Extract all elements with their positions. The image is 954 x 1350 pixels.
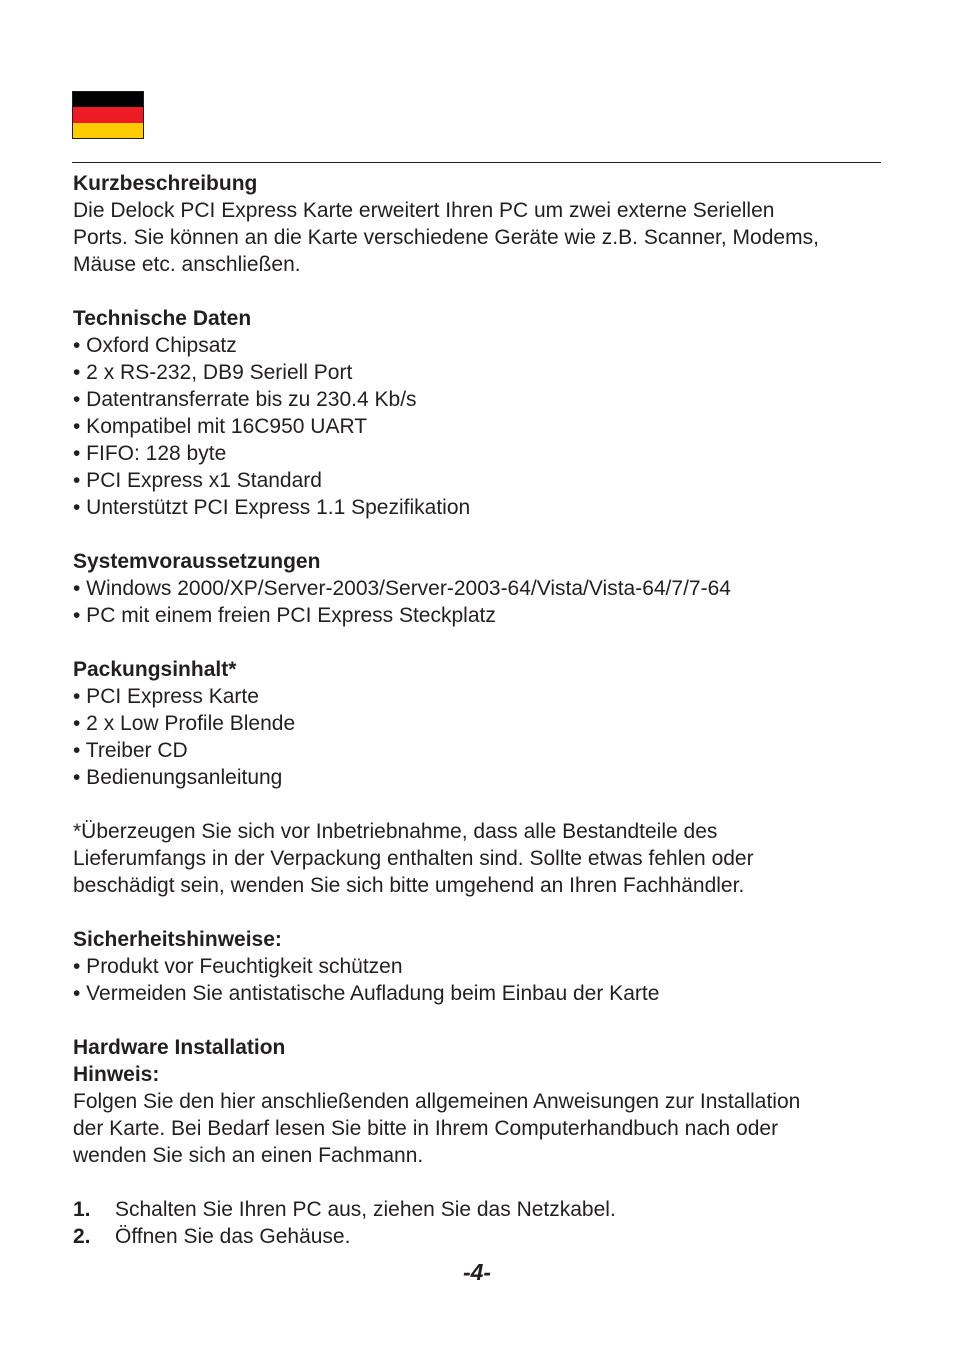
section-packungsinhalt	[73, 656, 881, 791]
list-item: • Unterstützt PCI Express 1.1 Spezifikation	[73, 496, 471, 519]
section-heading: Sicherheitshinweise:	[73, 928, 282, 951]
flag-stripe-black	[73, 92, 143, 107]
page-number: -4-	[462, 1259, 492, 1285]
step-number: 1.	[73, 1198, 91, 1221]
list-item: • Bedienungsanleitung	[73, 766, 283, 789]
list-item: • Windows 2000/XP/Server-2003/Server-2003-64/Vista/Vista-64/7/7-64	[73, 577, 731, 600]
section-heading: Kurzbeschreibung	[73, 172, 258, 195]
section-sicherheitshinweise	[73, 926, 881, 1007]
list-item: • Vermeiden Sie antistatische Aufladung beim Einbau der Karte	[73, 982, 660, 1005]
page-content	[73, 170, 881, 1250]
paragraph-line: Die Delock PCI Express Karte erweitert Ihren PC um zwei externe Seriellen	[73, 199, 775, 222]
list-item: • Oxford Chipsatz	[73, 334, 237, 357]
section-heading: Technische Daten	[73, 307, 252, 330]
list-item: • Produkt vor Feuchtigkeit schützen	[73, 955, 403, 978]
paragraph-line: Lieferumfangs in der Verpackung enthalten sind. Sollte etwas fehlen oder	[73, 847, 754, 870]
section-heading: Packungsinhalt*	[73, 658, 237, 681]
list-item: • 2 x RS-232, DB9 Seriell Port	[73, 361, 353, 384]
section-note	[73, 818, 881, 899]
header-divider	[72, 162, 881, 163]
list-item: • PC mit einem freien PCI Express Steckplatz	[73, 604, 496, 627]
section-systemvoraussetzungen	[73, 548, 881, 629]
list-item: • PCI Express x1 Standard	[73, 469, 322, 492]
step-text: Schalten Sie Ihren PC aus, ziehen Sie das Netzkabel.	[115, 1198, 616, 1221]
paragraph-line: der Karte. Bei Bedarf lesen Sie bitte in Ihrem Computerhandbuch nach oder	[73, 1117, 779, 1140]
section-technische-daten	[73, 305, 881, 521]
list-item: • PCI Express Karte	[73, 685, 259, 708]
paragraph-line: Ports. Sie können an die Karte verschiedene Geräte wie z.B. Scanner, Modems,	[73, 226, 819, 249]
paragraph-line: *Überzeugen Sie sich vor Inbetriebnahme, dass alle Bestandteile des	[73, 820, 718, 843]
step-item	[73, 1196, 881, 1223]
section-heading: Hardware Installation	[73, 1036, 286, 1059]
paragraph-line: beschädigt sein, wenden Sie sich bitte umgehend an Ihren Fachhändler.	[73, 874, 745, 897]
section-kurzbeschreibung	[73, 170, 881, 278]
paragraph-line: Folgen Sie den hier anschließenden allgemeinen Anweisungen zur Installation	[73, 1090, 801, 1113]
list-item: • Datentransferrate bis zu 230.4 Kb/s	[73, 388, 417, 411]
section-heading: Systemvoraussetzungen	[73, 550, 321, 573]
flag-stripe-red	[73, 107, 143, 122]
list-item: • 2 x Low Profile Blende	[73, 712, 296, 735]
section-hardware-installation	[73, 1034, 881, 1250]
paragraph-line: wenden Sie sich an einen Fachmann.	[73, 1144, 424, 1167]
step-text: Öffnen Sie das Gehäuse.	[115, 1225, 351, 1248]
flag-stripe-gold	[73, 123, 143, 138]
step-item	[73, 1223, 881, 1250]
paragraph-line: Mäuse etc. anschließen.	[73, 253, 301, 276]
german-flag-icon	[72, 91, 144, 139]
list-item: • FIFO: 128 byte	[73, 442, 227, 465]
list-item: • Kompatibel mit 16C950 UART	[73, 415, 368, 438]
step-number: 2.	[73, 1225, 91, 1248]
section-subheading: Hinweis:	[73, 1063, 160, 1086]
list-item: • Treiber CD	[73, 739, 188, 762]
